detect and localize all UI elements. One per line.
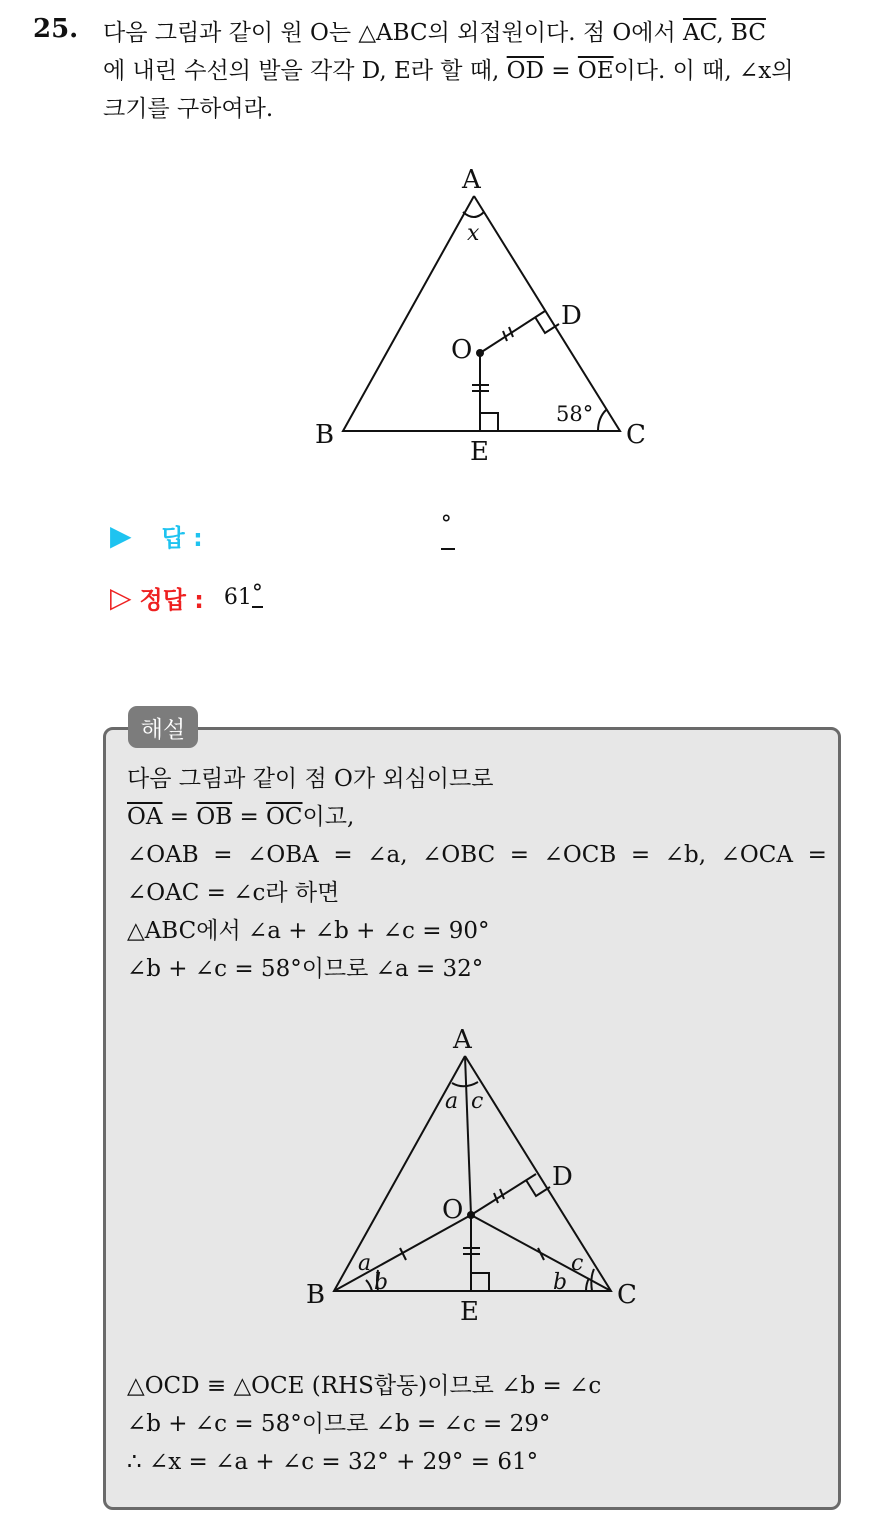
answer-marker-icon: ▶ <box>110 519 132 552</box>
label-d: D <box>561 301 582 331</box>
solution-line-2: $\overline{OA} = \overline{OB} = \overline{OC}$이고, <box>127 804 355 830</box>
solution-line-4: ∠OAC = ∠c라 하면 <box>127 880 340 906</box>
solution-line-7: △OCD ≡ △OCE (RHS합동)이므로 ∠b = ∠c <box>127 1373 602 1399</box>
answer-input[interactable]: ° <box>441 522 455 550</box>
question-number: 25. <box>33 14 79 44</box>
label-x: x <box>467 221 480 246</box>
right-angle-e <box>480 413 498 431</box>
center-point-o <box>476 349 484 357</box>
question-line-3: 크기를 구하여라. <box>103 96 274 122</box>
label-angle-c-top: c <box>471 1089 484 1114</box>
label-a: A <box>462 165 481 195</box>
solution-tag: 해설 <box>128 706 198 748</box>
correct-marker-icon: ▷ <box>110 581 132 614</box>
label-o-2: O <box>442 1195 464 1225</box>
label-angle-b-b: b <box>374 1270 389 1295</box>
label-b: B <box>315 420 335 450</box>
label-c: C <box>626 420 646 450</box>
label-angle-a-b: a <box>358 1251 372 1276</box>
center-point-o-2 <box>467 1211 475 1219</box>
answer-label: 답 : <box>161 524 203 552</box>
angle-arc-c <box>598 410 606 431</box>
label-a-2: A <box>453 1025 472 1055</box>
segment-oa <box>465 1056 471 1215</box>
label-c-2: C <box>617 1280 637 1310</box>
question-line-2: 에 내린 수선의 발을 각각 D, E라 할 때, $\overline{OD} = \overline{OE}$이다. 이 때, ∠x의 <box>103 58 794 84</box>
label-e: E <box>470 437 489 467</box>
correct-value: 61° <box>223 581 263 610</box>
label-b-2: B <box>306 1280 326 1310</box>
label-d-2: D <box>552 1162 573 1192</box>
question-text <box>103 14 863 128</box>
solution-line-5: △ABC에서 ∠a + ∠b + ∠c = 90° <box>127 918 490 944</box>
right-angle-d <box>535 317 559 333</box>
label-e-2: E <box>460 1297 479 1327</box>
solution-line-6: ∠b + ∠c = 58°이므로 ∠a = 32° <box>127 956 484 982</box>
solution-line-1: 다음 그림과 같이 점 O가 외심이므로 <box>127 766 494 792</box>
solution-text-top <box>127 760 827 988</box>
answer-row <box>110 511 455 553</box>
correct-label: 정답 : <box>139 586 204 614</box>
solution-text-bottom <box>127 1367 827 1481</box>
label-angle-c-c: c <box>571 1251 584 1276</box>
label-angle-b-c: b <box>553 1270 568 1295</box>
angle-arc-a <box>463 212 484 217</box>
solution-triangle-figure <box>300 1020 660 1330</box>
question-line-1: 다음 그림과 같이 원 O는 △ABC의 외접원이다. 점 O에서 $\overline{AC}$, $\overline{BC}$ <box>103 20 766 46</box>
solution-line-8: ∠b + ∠c = 58°이므로 ∠b = ∠c = 29° <box>127 1411 551 1437</box>
label-o: O <box>451 335 473 365</box>
label-angle-a-top: a <box>445 1089 459 1114</box>
label-angle-c: 58° <box>556 402 594 426</box>
triangle-figure <box>300 160 660 470</box>
solution-line-9: ∴ ∠x = ∠a + ∠c = 32° + 29° = 61° <box>127 1449 539 1475</box>
solution-line-3: ∠OAB = ∠OBA = ∠a, ∠OBC = ∠OCB = ∠b, ∠OCA = <box>127 842 827 868</box>
correct-answer-row <box>110 580 263 615</box>
